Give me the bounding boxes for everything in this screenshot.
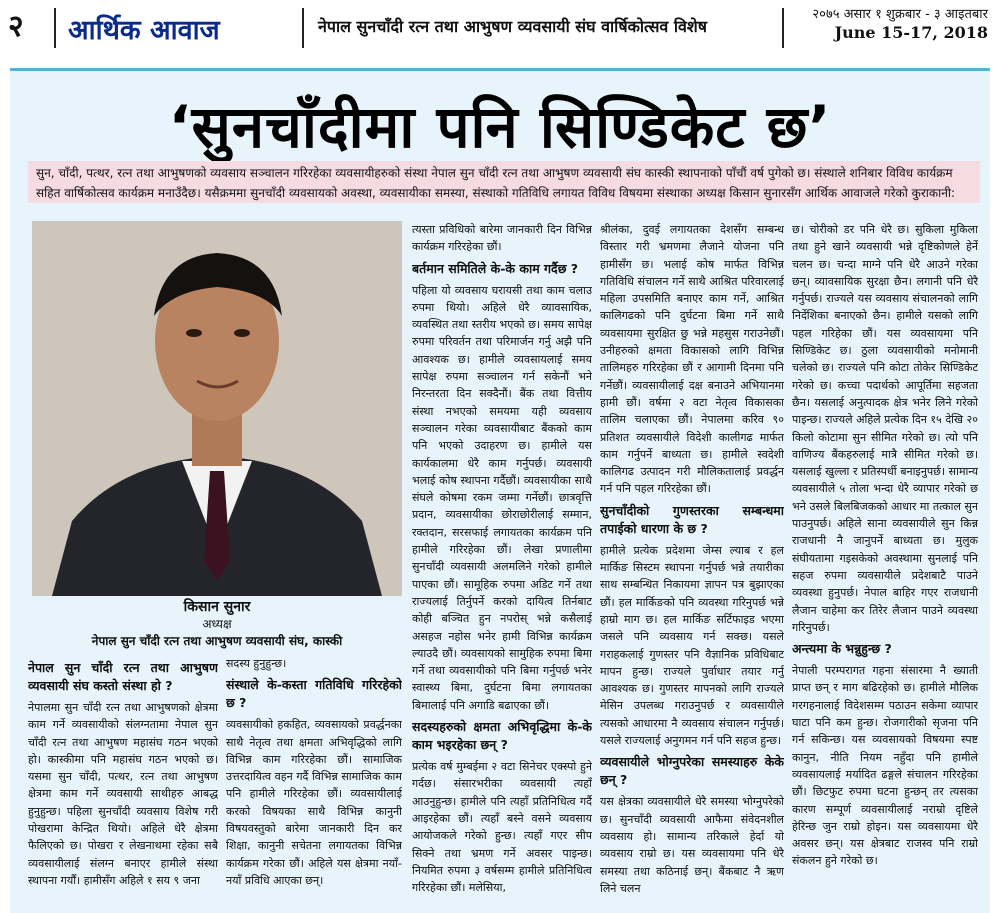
question-heading: नेपाल सुन चाँदी रत्न तथा आभुषण व्यवसायी संघ कस्तो संस्था हो ?: [28, 660, 218, 693]
caption-organization: नेपाल सुन चाँदी रत्न तथा आभुषण व्यवसायी संघ, कास्की: [91, 634, 343, 648]
answer-paragraph: पहिला यो व्यवसाय घरायसी तथा काम चलाउ रुपमा थियो। अहिले धेरै व्यावसायिक, व्यवस्थित तथा स्तरीय भएको छ। समय सापेक्ष रुपमा परिवर्तन तथा परिमार्जन गर्नु अझै पनि आवश्यक छ। हामीले व्यवसायलाई समय सापेक्ष रुपमा सञ्चालन गर्न सकेनौं भने निरन्तरता दिन सक्दैनौं। बैंक तथा वित्तीय संस्था नभएको समयमा यही व्यवसाय सञ्चालन गरेका व्यवसायीबाट बैंकको काम पनि भएको उदाहरण छ। हामीले यस कार्यकालमा धेरै काम गर्नुपर्छ। व्यवसायी भलाई कोष स्थापना गर्दैछौं। व्यवसायीका साथै संघले कोषमा रकम जम्मा गर्नेछौं। छात्रवृत्ति प्रदान, व्यवसायीका छोराछोरीलाई सम्मान, रक्तदान, सरसफाई लगायतका कार्यक्रम पनि हामीले गरिरहेका छौं। लेखा प्रणालीमा सुनचाँदी व्यवसायी अलमलिने गरेको हामीले पाएका छौं। सामूहिक रुपमा अडिट गर्ने तथा राज्यलाई तिर्नुपर्ने करको दायित्व तिर्नबाट कोही बञ्चित हुन नपरोस् भन्ने कसैलाई असहज नहोस भनेर हामी विभिन्न कार्यक्रम ल्याउदै छौं। व्यवसायको सामुहिक रुपमा बिमा गर्ने तथा व्यवसायीको पनि बिमा गर्नुपर्छ भनेर स्वास्थ्य बिमा, दुर्घटना बिमा लगायतका बिमालाई पनि अगाडि बढाएका छौं।: [412, 283, 592, 712]
masthead-divider: [54, 8, 56, 48]
publication-name: आर्थिक आवाज: [68, 15, 220, 46]
masthead-divider: [302, 8, 304, 48]
question-heading: व्यवसायीले भोग्नुपरेका समस्याहरु केके छन् ?: [600, 754, 784, 788]
question-heading: सुनचाँदीको गुणस्तरका सम्बन्धमा तपाईको धारणा के छ ?: [600, 502, 784, 536]
answer-paragraph: यस क्षेत्रका व्यवसायीले धेरै समस्या भोग्नुपरेको छ। सुनचाँदी व्यवसायी आफैमा संवेदनशील व्यवसाय हो। सामान्य तरिकाले हेर्दा यो व्यवसाय राम्रो छ। यस व्यवसायमा पनि धेरै समस्या तथा कठिनाई छन्। बैंकबाट नै ऋण लिने चलन: [600, 795, 784, 895]
portrait-illustration: [32, 221, 402, 596]
question-heading: संस्थाले के-कस्ता गतिविधि गरिरहेको छ ?: [226, 677, 402, 711]
answer-paragraph: नेपालमा सुन चाँदी रत्न तथा आभुषणको क्षेत्रमा काम गर्ने व्यवसायीको संलग्नतामा नेपाल सुन चाँदी रत्न तथा आभुषण महासंघ गठन भएको हो। कास्कीमा पनि महासंघ गठन भएको छ। यसमा सुन चाँदी, पत्थर, रत्न तथा आभुषण क्षेत्रमा काम गर्ने व्यवसायी साथीहरु आबद्ध हुनुहुन्छ। पहिला सुनचाँदी व्यवसाय विशेष गरी पोखरामा केन्द्रित थियो। अहिले धेरै क्षेत्रमा फैलिएको छ। पोखरा र लेखनाथमा रहेका सबै व्यवसायीलाई संलग्न बनाएर हामीले संस्था स्थापना गर्यौं। हामीसँग अहिले १ सय ९ जना: [28, 701, 218, 887]
question-heading: सदस्यहरुको क्षमता अभिवृद्धिमा के-के काम भइरहेका छन् ?: [412, 719, 592, 753]
column-3: [412, 221, 592, 911]
caption-role: अध्यक्ष: [202, 617, 232, 631]
photo-caption: [32, 599, 402, 650]
masthead: [0, 0, 1000, 58]
column-1: [28, 655, 218, 910]
page-number: २: [8, 9, 24, 44]
issue-date-english: June 15-17, 2018: [834, 23, 988, 42]
question-heading: बर्तमान समितिले के-के काम गर्दैछ ?: [412, 260, 579, 276]
issue-date: [812, 6, 988, 42]
answer-paragraph: छ। चोरीको डर पनि धेरै छ। सुकिला मुकिला तथा हुने खाने व्यवसायी भन्ने दृष्टिकोणले हेर्ने चलन छ। चन्दा माग्ने पनि धेरै आउने गरेका छन्। व्यावसायिक सुरक्षा छैन। लगानी पनि धेरै गर्नुपर्छ। राज्यले यस व्यवसाय संचालनको लागि निर्देशिका बनाएको छैन। हामीले यसको लागि पहल गरिहेका छौं। यस व्यवसायमा पनि सिण्डिकेट छ। ठुला व्यवसायीको मनोमानी चलेको छ। राज्यले पनि कोटा तोकेर सिण्डिकेट गरेको छ। कच्चा पदार्थको आपूर्तिमा सहजता छैन। यसलाई अनुत्पादक क्षेत्र भनेर लिने गरेको पाइन्छ। राज्यले अहिले प्रत्येक दिन १५ देखि २० किलो कोटामा सुन सीमित गरेको छ। त्यो पनि वाणिज्य बैंकहरुलाई मात्रै सीमित गरेको छ। यसलाई खुल्ला र प्रतिस्पर्धी बनाइनुपर्छ। सामान्य व्यवसायीले ५ तोला भन्दा धेरै व्यापार गरेको छ भने उसले बिलबिजकको आधार मा तत्काल सुन पाउनुपर्छ। अहिले साना व्यवसायीले सुन किन्न राजधानी नै जानुपर्ने बाध्यता छ। मुलुक संघीयतामा गइसकेको अवस्थामा सुनलाई पनि सहज रुपमा व्यवसायीले प्रदेशबाटै पाउने व्यवस्था हुनुपर्छ। नेपाल बाहिर गएर राजधानी लैजान चाहेमा कर तिरेर लैजान पाउने व्यवस्था गरिनुपर्छ।: [792, 223, 978, 634]
issue-date-nepali: २०७५ असार १ शुक्रबार - ३ आइतबार: [812, 7, 988, 22]
answer-paragraph: प्रत्येक वर्ष मुम्बईमा २ वटा सिनेचर एक्स्पो हुने गर्दछ। संसारभरीका व्यवसायी त्यहाँ आउनुहुन्छ। हामीले पनि त्यहाँ प्रतिनिधित्व गर्दै आइरहेका छौं। त्यहाँ बस्ने वसने व्यवसाय आयोजकले गरेको हुन्छ। त्यहाँ गएर सीप सिक्ने तथा भ्रमण गर्ने अवसर पाइन्छ। नियमित रुपमा ३ वर्षसम्म हामीले प्रतिनिधित्व गरिरहेका छौं। मलेसिया,: [412, 760, 592, 895]
article-panel: [10, 68, 990, 913]
column-2: [226, 655, 402, 910]
column-4: [600, 221, 784, 911]
answer-paragraph: व्यवसायीको हकहित, व्यवसायको प्रवर्द्धनका साथै नेतृत्व तथा क्षमता अभिवृद्धिको लागि विभिन्न काम गरिरहेका छौं। सामाजिक उत्तरदायित्व वहन गर्दै विभिन्न सामाजिक काम पनि हामीले गरिरहेका छौं। व्यवसायीलाई करको विषयका साथै विभिन्न कानुनी विषयवस्तुको बारेमा जानकारी दिन कर शिक्षा, कानुनी सचेतना लगायतका विभिन्न कार्यक्रम गरेका छौं। अहिले यस क्षेत्रमा नयाँ-नयाँ प्रविधि आएका छन्।: [226, 718, 402, 887]
intro-paragraph: सुन, चाँदी, पत्थर, रत्न तथा आभुषणको व्यवसाय सञ्चालन गरिरहेका व्यवसायीहरुको संस्था नेपाल सुन चाँदी रत्न तथा आभुषण व्यवसायी संघ कास्की स्थापनाको पाँचौं वर्ष पुगेको छ। संस्थाले शनिबार विविध कार्यक्रम सहित वार्षिकोत्सव कार्यक्रम मनाउँदैछ। यसैक्रममा सुनचाँदी व्यवसायको अवस्था, व्यवसायीका समस्या, संस्थाको गतिविधि लगायत विविध विषयमा संस्थाका अध्यक्ष किसान सुनारसँग आर्थिक आवाजले गरेको कुराकानी:: [28, 161, 980, 203]
caption-name: किसान सुनार: [183, 599, 251, 615]
column-5: [792, 221, 978, 911]
headline: ‘सुनचाँदीमा पनि सिण्डिकेट छ’: [168, 93, 832, 161]
answer-paragraph: हामीले प्रत्येक प्रदेशमा जेम्स ल्याब र हल मार्किङ सिस्टम स्थापना गर्नुपर्छ भन्ने तयारीका साथ सम्बन्धित निकायमा ज्ञापन पत्र बुझाएका छौं। हल मार्किङको पनि व्यवस्था गरिनुपर्छ भन्ने हाम्रो माग छ। हल मार्किङ सर्टिफाइड भएमा जसले पनि व्यवसाय गर्न सक्छ। यसले गराहकलाई गुणस्तर पनि वैज्ञानिक प्रविधिबाट मापन हुन्छ। राज्यले पुर्वाधार तयार गर्नु आवश्यक छ। गुणस्तर मापनको लागि राज्यले मेसिन उपलब्ध गराउनुपर्छ र व्यवसायीले त्यसको आधारमा नै व्यवसाय संचालन गर्नुपर्छ। यसले राज्यलाई अनुगमन गर्न पनि सहज हुन्छ।: [600, 543, 784, 748]
answer-paragraph: सदस्य हुनुहुन्छ।: [226, 657, 287, 670]
answer-paragraph: श्रीलंका, दुवई लगायतका देशसँग सम्बन्ध विस्तार गरी भ्रमणमा लैजाने योजना पनि हामीसँग छ। भलाई कोष मार्फत विभिन्न गतिविधि संचालन गर्ने साथै आश्रित परिवारलाई महिला उपसमिति बनाएर काम गर्ने, आश्रित कालिगढको पनि दुर्घटना बिमा गर्ने साथै व्यवसायमा सुरक्षित छु भन्ने महसुस गराउनेछौं। उनीहरुको क्षमता विकासको लागि विभिन्न तालिमहरु गरिरहेका छौं र आगामी दिनमा पनि गर्नेछौं। व्यवसायीलाई दक्ष बनाउने अभियानमा हामी छौं। वर्षमा २ वटा नेतृत्व विकासका तालिम चलाएका छौं। नेपालमा करिव ९० प्रतिशत व्यवसायीले विदेशी कालीगढ मार्फत काम गर्नुपर्ने बाध्यता छ। हामीले स्वदेशी कालिगढ उत्पादन गरी मौलिकतालाई प्रवर्द्धन गर्न पनि पहल गरिरहेका छौं।: [600, 223, 784, 496]
interviewee-photo: [32, 221, 402, 596]
masthead-divider: [782, 8, 784, 48]
question-heading: अन्त्यमा के भन्नुहुन्छ ?: [792, 641, 892, 657]
special-edition-title: नेपाल सुनचाँदी रत्न तथा आभुषण व्यवसायी संघ वार्षिकोत्सव विशेष: [318, 17, 708, 36]
answer-paragraph: त्यस्ता प्रविधिको बारेमा जानकारी दिन विभिन्न कार्यक्रम गरिरहेका छौं।: [412, 223, 592, 254]
answer-paragraph: नेपाली परम्परागत गहना संसारमा नै ख्याती प्राप्त छन् र माग बढिरहेको छ। हामीले मौलिक गरगहनालाई विदेशसम्म पठाउन सकेमा व्यापार घाटा पनि कम हुन्छ। रोजगारीको सृजना पनि गर्न सकिन्छ। यस व्यवसायको विषयमा स्पष्ट कानुन, नीति नियम नहुँदा पनि हामीले व्यवसायलाई मर्यादित ढङ्गले संचालन गरिरहेका छौं। छिटफुट रुपमा घटना हुन्छन् तर त्यसका कारण सम्पूर्ण व्यवसायीलाई नराम्रो दृष्टिले हेरिन्छ जुन राम्रो होइन। यस व्यवसायमा धेरै अवसर छन्। यस क्षेत्रबाट राजस्व पनि राम्रो संकलन हुने गरेको छ।: [792, 664, 978, 868]
